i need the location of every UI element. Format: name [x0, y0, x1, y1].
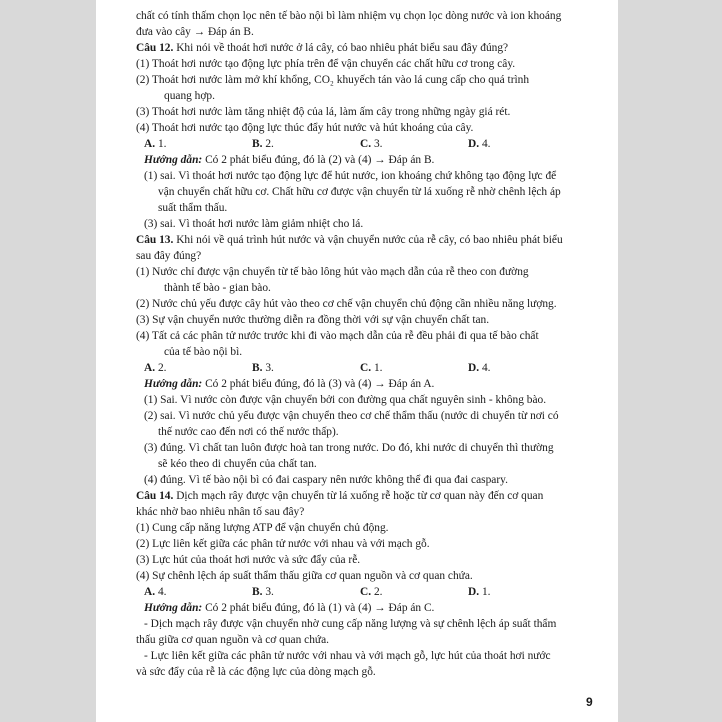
option-b [252, 584, 360, 600]
explanation-line: thấu giữa cơ quan nguồn và cơ quan chứa. [136, 634, 329, 646]
explanation-line: (3) đúng. Vì chất tan luôn được hoà tan trong nước. Do đó, khi nước di chuyển thì thường [144, 442, 554, 454]
intro-paragraph [136, 8, 576, 40]
explanation-line: sẽ kéo theo di chuyển của chất tan. [158, 458, 317, 470]
guide-text: Có 2 phát biểu đúng, đó là (3) và (4) → Đáp án A. [205, 378, 435, 390]
question-label: Câu 12. [136, 42, 174, 54]
explanation-line: - Dịch mạch rây được vận chuyển nhờ cung cấp năng lượng và sự chênh lệch áp suất thẩm [144, 618, 557, 630]
explanation-line: (1) Sai. Vì nước còn được vận chuyển bởi con đường qua chất nguyên sinh - không bào. [144, 394, 547, 406]
option-a [144, 136, 252, 152]
q14-question [136, 488, 576, 520]
question-text: Dịch mạch rây được vận chuyển từ lá xuống rễ hoặc từ cơ quan này đến cơ quan [176, 490, 544, 502]
guide-label: Hướng dẫn: [144, 378, 203, 390]
statement-1 [136, 264, 576, 296]
question-text-line: sau đây đúng? [136, 250, 202, 262]
explanation-line: suất thẩm thấu. [158, 202, 228, 214]
explanation-line: và sức đẩy của rễ là các động lực của dòng mạch gỗ. [136, 666, 376, 678]
explanation-line: thế nước cao đến nơi có thế nước thấp). [158, 426, 339, 438]
statement-1 [136, 520, 576, 536]
option-c [360, 360, 468, 376]
explanation-1 [136, 392, 576, 408]
option-key: D. [468, 362, 480, 374]
explanation-line: (4) đúng. Vì tế bào nội bì có đai caspary nên nước không thể đi qua đai caspary. [144, 474, 508, 486]
document-page [96, 0, 618, 722]
explanation-line: (1) sai. Vì thoát hơi nước tạo động lực để hút nước, ion khoáng chứ không tạo động lực để [144, 170, 557, 182]
explanation-2 [136, 216, 576, 232]
statement-line: (4) Tất cả các phân tử nước trước khi đi vào mạch dẫn của rễ đều phải đi qua tế bào chất [136, 330, 539, 342]
option-value: 2. [157, 362, 167, 374]
statement-line: (1) Nước chỉ được vận chuyển từ tế bào lông hút vào mạch dẫn của rễ theo con đường [136, 266, 529, 278]
explanation-4 [136, 472, 576, 488]
explanation-line: (3) sai. Vì thoát hơi nước làm giảm nhiệt cho lá. [144, 218, 364, 230]
guide-line [136, 600, 576, 616]
option-d [468, 136, 576, 152]
statement-1 [136, 56, 576, 72]
option-key: D. [468, 586, 480, 598]
answer-options [136, 584, 576, 600]
statement-line: (4) Thoát hơi nước tạo động lực thúc đẩy hút nước và hút khoáng của cây. [136, 122, 474, 134]
question-text-line: khác nhờ bao nhiêu nhân tố sau đây? [136, 506, 305, 518]
explanation-2 [136, 408, 576, 440]
statement-2 [136, 72, 576, 104]
option-key: C. [360, 586, 372, 598]
option-c [360, 584, 468, 600]
option-key: C. [360, 138, 372, 150]
option-b [252, 136, 360, 152]
guide-label: Hướng dẫn: [144, 602, 203, 614]
option-value: 1. [373, 362, 383, 374]
option-a [144, 584, 252, 600]
option-value: 3. [265, 586, 274, 598]
statement-2 [136, 296, 576, 312]
page-content [136, 8, 576, 680]
option-value: 4. [157, 586, 167, 598]
option-value: 2. [265, 138, 274, 150]
option-key: B. [252, 586, 263, 598]
option-b [252, 360, 360, 376]
answer-options [136, 136, 576, 152]
option-value: 3. [265, 362, 274, 374]
option-d [468, 584, 576, 600]
explanation-line: vận chuyển chất hữu cơ. Chất hữu cơ được vận chuyển từ lá xuống rễ nhờ chênh lệch áp [158, 186, 561, 198]
guide-line [136, 376, 576, 392]
question-text: Khi nói về quá trình hút nước và vận chuyển nước của rễ cây, có bao nhiêu phát biểu [176, 234, 563, 246]
explanation-line: (2) sai. Vì nước chủ yếu được vận chuyển theo cơ chế thẩm thấu (nước di chuyển từ nơi có [144, 410, 559, 422]
statement-2 [136, 536, 576, 552]
statement-line: (3) Sự vận chuyển nước thường diễn ra đồng thời với sự vận chuyển chất tan. [136, 314, 490, 326]
option-key: A. [144, 362, 156, 374]
explanation-line: - Lực liên kết giữa các phân tử nước với nhau và với mạch gỗ, lực hút của thoát hơi nước [144, 650, 551, 662]
guide-line [136, 152, 576, 168]
explanation-dash-2 [136, 648, 576, 680]
question-label: Câu 14. [136, 490, 174, 502]
option-value: 3. [373, 138, 383, 150]
statement-line: (1) Thoát hơi nước tạo động lực phía trên để vận chuyển các chất hữu cơ trong cây. [136, 58, 516, 70]
option-key: D. [468, 138, 480, 150]
statement-line: quang hợp. [164, 90, 215, 102]
q13-question [136, 232, 576, 264]
guide-text: Có 2 phát biểu đúng, đó là (2) và (4) → Đáp án B. [205, 154, 435, 166]
option-value: 2. [373, 586, 383, 598]
statement-line: (2) Lực liên kết giữa các phân tử nước với nhau và với mạch gỗ. [136, 538, 430, 550]
question-text: Khi nói về thoát hơi nước ở lá cây, có bao nhiêu phát biểu sau đây đúng? [176, 42, 509, 54]
option-value: 1. [157, 138, 167, 150]
explanation-1 [136, 168, 576, 216]
option-key: B. [252, 138, 263, 150]
option-d [468, 360, 576, 376]
option-value: 1. [481, 586, 491, 598]
option-key: B. [252, 362, 263, 374]
statement-line: (1) Cung cấp năng lượng ATP để vận chuyển chủ động. [136, 522, 389, 534]
statement-3 [136, 312, 576, 328]
statement-line: (3) Lực hút của thoát hơi nước và sức đẩy của rễ. [136, 554, 361, 566]
statement-3 [136, 552, 576, 568]
q12-question [136, 40, 576, 56]
text-line: chất có tính thấm chọn lọc nên tế bào nội bì làm nhiệm vụ chọn lọc dòng nước và ion khoáng [136, 10, 562, 22]
statement-line: thành tế bào - gian bào. [164, 282, 271, 294]
statement-line: (2) Thoát hơi nước làm mở khí khổng, CO₂ khuyếch tán vào lá cung cấp cho quá trình [136, 74, 530, 86]
statement-line: (3) Thoát hơi nước làm tăng nhiệt độ của lá, làm ấm cây trong những ngày giá rét. [136, 106, 511, 118]
option-a [144, 360, 252, 376]
option-key: A. [144, 138, 156, 150]
option-key: C. [360, 362, 372, 374]
statement-line: của tế bào nội bì. [164, 346, 243, 358]
statement-4 [136, 120, 576, 136]
answer-options [136, 360, 576, 376]
option-c [360, 136, 468, 152]
explanation-dash-1 [136, 616, 576, 648]
guide-text: Có 2 phát biểu đúng, đó là (1) và (4) → Đáp án C. [205, 602, 435, 614]
option-value: 4. [481, 138, 491, 150]
statement-4 [136, 328, 576, 360]
statement-line: (2) Nước chủ yếu được cây hút vào theo cơ chế vận chuyển chủ động cần nhiều năng lượng. [136, 298, 557, 310]
option-key: A. [144, 586, 156, 598]
statement-3 [136, 104, 576, 120]
explanation-3 [136, 440, 576, 472]
page-number: 9 [586, 695, 593, 709]
text-line: đưa vào cây → Đáp án B. [136, 26, 254, 38]
guide-label: Hướng dẫn: [144, 154, 203, 166]
option-value: 4. [481, 362, 491, 374]
statement-4 [136, 568, 576, 584]
statement-line: (4) Sự chênh lệch áp suất thẩm thấu giữa cơ quan nguồn và cơ quan chứa. [136, 570, 473, 582]
question-label: Câu 13. [136, 234, 174, 246]
